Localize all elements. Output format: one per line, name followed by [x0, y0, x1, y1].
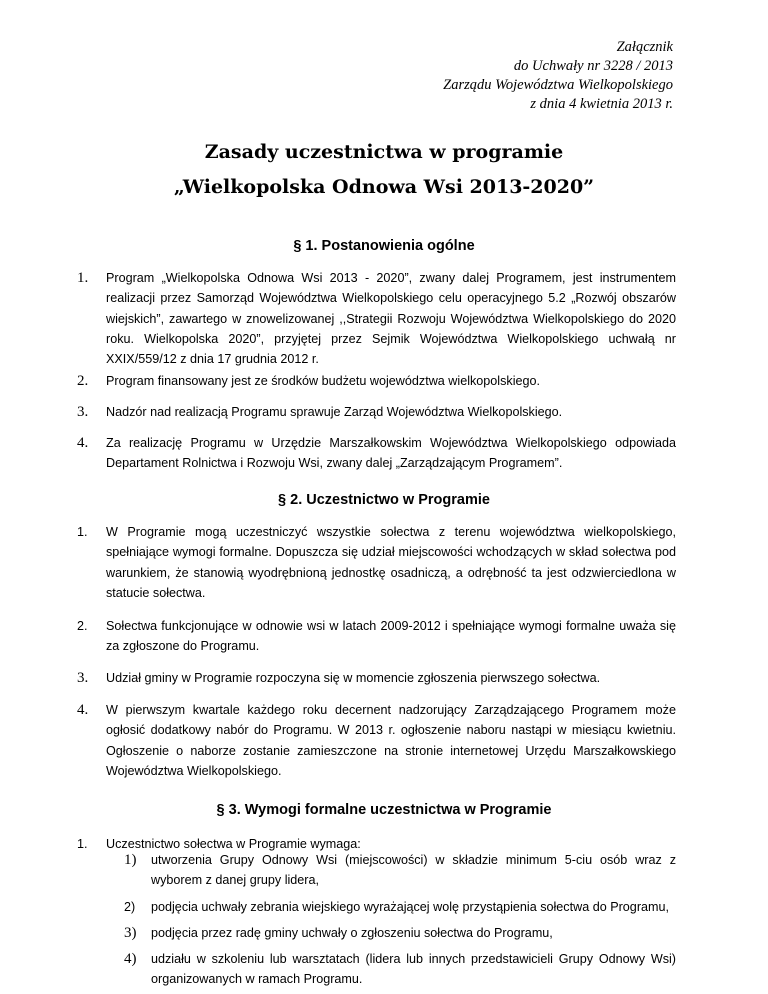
- item-text: Sołectwa funkcjonujące w odnowie wsi w latach 2009-2012 i spełniające wymogi formalne uważa się za zgłoszone do Programu.: [106, 619, 676, 654]
- item-text: utworzenia Grupy Odnowy Wsi (miejscowości) w składzie minimum 5-ciu osób wraz z wyborem z danej grupy lidera,: [151, 853, 676, 888]
- item-number: 3): [124, 925, 137, 941]
- list-item: [77, 668, 676, 688]
- item-text: udziału w szkoleniu lub warsztatach (lidera lub innych przedstawicieli Grupy Odnowy Wsi) organizowanych w ramach Programu.: [151, 952, 676, 987]
- item-text: podjęcia uchwały zebrania wiejskiego wyrażającej wolę przystąpienia sołectwa do Programu,: [151, 900, 670, 914]
- list-item: [77, 616, 676, 657]
- document-title: Zasady uczestnictwa w programie: [204, 141, 564, 163]
- item-text: Program finansowany jest ze środków budżetu województwa wielkopolskiego.: [106, 374, 541, 388]
- list-item: [77, 522, 676, 603]
- annex-line-2: do Uchwały nr 3228 / 2013: [513, 58, 673, 74]
- annex-line-1: Załącznik: [616, 39, 673, 55]
- item-text: Udział gminy w Programie rozpoczyna się w momencie zgłoszenia pierwszego sołectwa.: [106, 671, 601, 685]
- item-number: 1.: [77, 270, 89, 286]
- item-text: Nadzór nad realizacją Programu sprawuje Zarząd Województwa Wielkopolskiego.: [106, 405, 563, 419]
- section-1-heading: § 1. Postanowienia ogólne: [293, 238, 475, 254]
- item-number: 2): [124, 900, 136, 914]
- item-number: 3.: [77, 670, 89, 686]
- sub-list-item: [124, 897, 676, 917]
- item-text: Program „Wielkopolska Odnowa Wsi 2013 - 2020”, zwany dalej Programem, jest instrumentem realizacji przez Samorząd Województwa Wielkopolskiego celu operacyjnego 5.2 „Rozwój obszarów wiejskich”, zawartego w znowelizowanej ,,Strategii Rozwoju Województwa Wielkopolskiego do 2020 roku. Wielkopolska 2020”, przyjętej przez Sejmik Województwa Wielkopolskiego uchwałą nr XXIX/559/12 z dnia 17 grudnia 2012 r.: [106, 271, 676, 367]
- item-number: 1.: [77, 837, 88, 851]
- sub-list-item: [124, 850, 676, 891]
- section-2-heading: § 2. Uczestnictwo w Programie: [278, 492, 490, 508]
- annex-header: [443, 38, 673, 114]
- item-number: 4.: [77, 702, 89, 718]
- item-number: 4.: [77, 435, 89, 451]
- item-number: 1.: [77, 525, 88, 539]
- item-number: 1): [124, 852, 137, 868]
- item-text: podjęcia przez radę gminy uchwały o zgłoszeniu sołectwa do Programu,: [151, 926, 553, 940]
- list-item: [77, 433, 676, 474]
- list-item: [77, 700, 676, 781]
- sub-list-item: [124, 923, 676, 943]
- list-item: [77, 402, 676, 422]
- item-number: 4): [124, 951, 137, 967]
- annex-line-4: z dnia 4 kwietnia 2013 r.: [530, 96, 673, 112]
- sub-list-item: [124, 949, 676, 990]
- item-text: W Programie mogą uczestniczyć wszystkie sołectwa z terenu województwa wielkopolskiego, spełniające wymogi formalne. Dopuszcza się udział miejscowości wchodzących w skład sołectwa pod warunkiem, że stanowią wyodrębnioną jednostkę osadniczą, a odrębność ta jest odzwierciedlona w statucie sołectwa.: [106, 525, 676, 600]
- document-subtitle: „Wielkopolska Odnowa Wsi 2013-2020”: [173, 176, 595, 198]
- item-number: 3.: [77, 404, 89, 420]
- item-text: Uczestnictwo sołectwa w Programie wymaga:: [106, 837, 361, 851]
- item-number: 2.: [77, 373, 89, 389]
- section-3-heading: § 3. Wymogi formalne uczestnictwa w Programie: [216, 802, 552, 818]
- annex-line-3: Zarządu Województwa Wielkopolskiego: [443, 77, 673, 93]
- list-item: [77, 371, 676, 391]
- list-item: [77, 268, 676, 369]
- item-number: 2.: [77, 619, 88, 633]
- item-text: W pierwszym kwartale każdego roku decernent nadzorujący Zarządzającego Programem może ogłosić dodatkowy nabór do Programu. W 2013 r. ogłoszenie naboru nastąpi w miesiącu kwietniu. Ogłoszenie o naborze zostanie zamieszczone na stronie internetowej Urzędu Marszałkowskiego Województwa Wielkopolskiego.: [106, 703, 676, 778]
- item-text: Za realizację Programu w Urzędzie Marszałkowskim Województwa Wielkopolskiego odpowiada Departament Rolnictwa i Rozwoju Wsi, zwany dalej „Zarządzającym Programem”.: [106, 436, 676, 471]
